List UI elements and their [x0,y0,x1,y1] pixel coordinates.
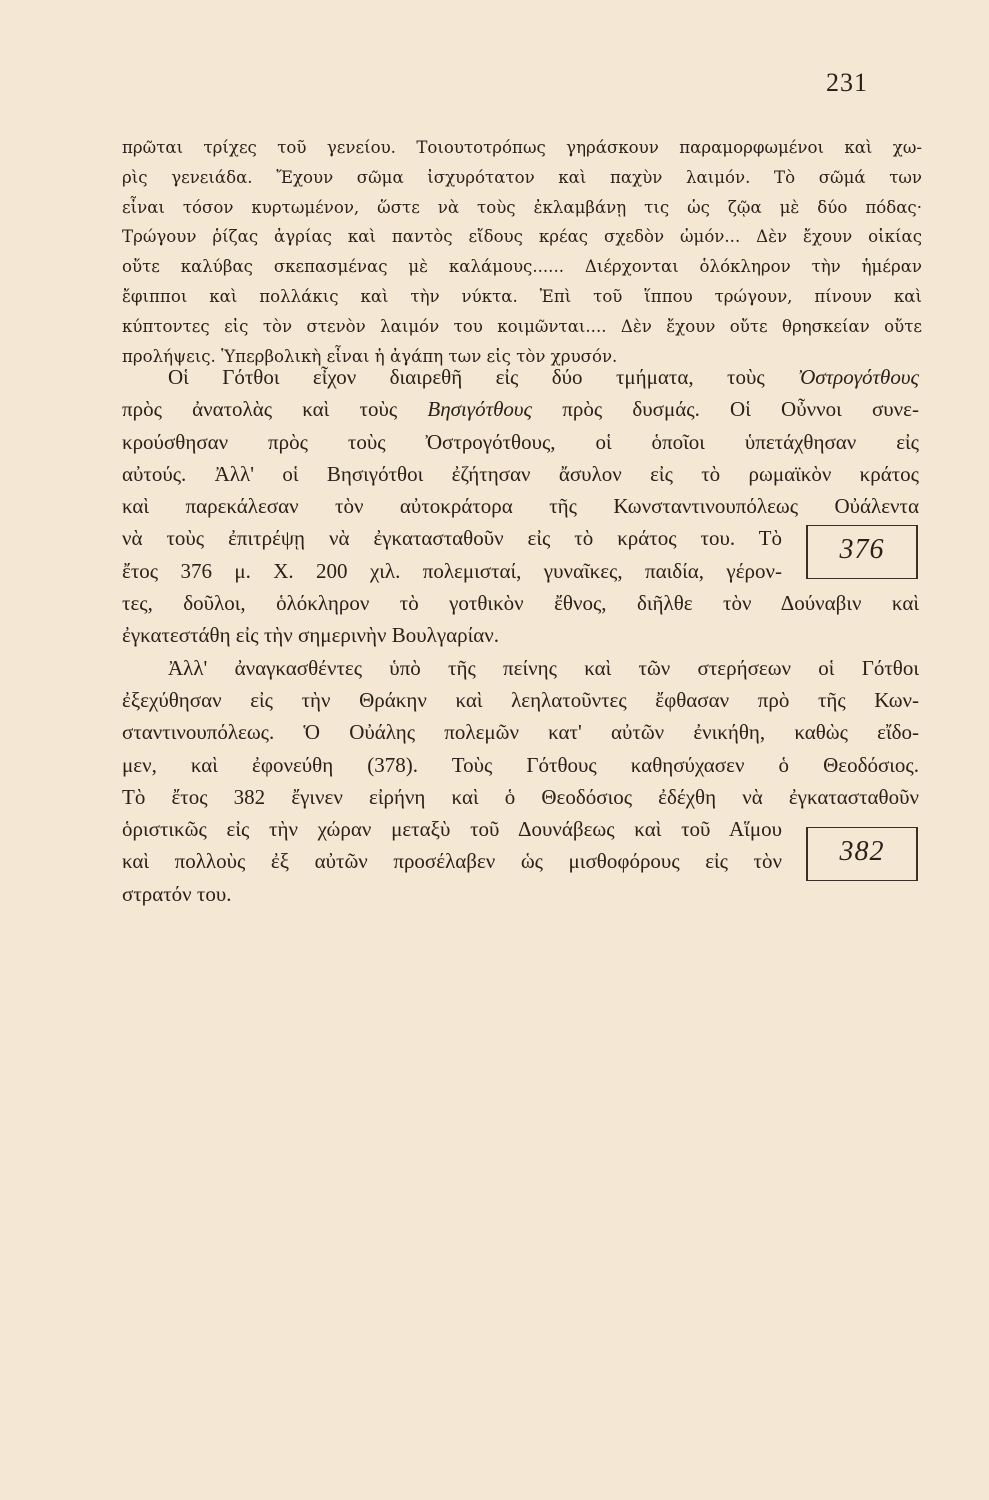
margin-note-year: 376 [839,534,885,565]
paragraph-2-line: ἐξεχύθησαν εἰς τὴν Θράκην καὶ λεηλατοῦντες ἔφθασαν πρὸ τῆς Κων- [122,687,919,712]
footnote-line: ρὶς γενειάδα. Ἔχουν σῶμα ἰσχυρότατον καὶ παχὺν λαιμόν. Τὸ σῶμά των [122,167,922,187]
footnote-line: οὔτε καλύβας σκεπασμένας μὲ καλάμους...... Διέρχονται ὁλόκληρον τὴν ἡμέραν [122,257,922,277]
paragraph-2-line: μεν, καὶ ἐφονεύθη (378). Τοὺς Γότθους καθησύχασεν ὁ Θεοδόσιος. [122,752,919,777]
footnote-block [122,133,922,371]
paragraph-1-line: καὶ παρεκάλεσαν τὸν αὐτοκράτορα τῆς Κωνσταντινουπόλεως Οὐάλεντα [122,494,919,519]
body-text [122,361,919,910]
visigoths-term: Βησιγότθους [427,397,533,422]
margin-note-382 [806,827,918,881]
footnote-line: πρῶται τρίχες τοῦ γενείου. Τοιουτοτρόπως γηράσκουν παραμορφωμένοι καὶ χω- [122,138,922,157]
paragraph-2-line: καὶ πολλοὺς ἐξ αὐτῶν προσέλαβεν ὡς μισθοφόρους εἰς τὸν [122,849,782,874]
text-run: Οἱ Γότθοι εἶχον διαιρεθῆ εἰς δύο τμήματα, τοὺς [168,365,799,389]
footnote-line: προλήψεις. Ὑπερβολικὴ εἶναι ἡ ἀγάπη των εἰς τὸν χρυσόν. [122,346,618,366]
footnote-line: εἶναι τόσον κυρτωμένον, ὥστε νὰ τοὺς ἐκλαμβάνῃ τις ὡς ζῷα μὲ δύο πόδας· [122,197,922,217]
paragraph-1-line: αὐτούς. Ἀλλ' οἱ Βησιγότθοι ἐζήτησαν ἄσυλον εἰς τὸ ρωμαϊκὸν κράτος [122,461,919,486]
paragraph-1-line: κρούσθησαν πρὸς τοὺς Ὀστρογότθους, οἱ ὁποῖοι ὑπετάχθησαν εἰς [122,429,919,454]
margin-note-376 [806,525,918,579]
paragraph-2-line: Ἀλλ' ἀναγκασθέντες ὑπὸ τῆς πείνης καὶ τῶν στερήσεων οἱ Γότθοι [168,655,919,680]
paragraph-2-line: ὁριστικῶς εἰς τὴν χώραν μεταξὺ τοῦ Δουνάβεως καὶ τοῦ Αἵμου [122,817,782,842]
paragraph-1-line: τες, δοῦλοι, ὁλόκληρον τὸ γοτθικὸν ἔθνος, διῆλθε τὸν Δούναβιν καὶ [122,591,919,616]
paragraph-2-line: σταντινουπόλεως. Ὁ Οὐάλης πολεμῶν κατ' αὐτῶν ἐνικήθη, καθὼς εἴδο- [122,720,919,745]
paragraph-1-line: ἐγκατεστάθη εἰς τὴν σημερινὴν Βουλγαρίαν. [122,623,499,648]
paragraph-1-line [122,393,919,425]
footnote-line: κύπτοντες εἰς τὸν στενὸν λαιμόν του κοιμῶνται.... Δὲν ἔχουν οὔτε θρησκείαν οὔτε [122,316,922,336]
footnote-line: Τρώγουν ῥίζας ἀγρίας καὶ παντὸς εἴδους κρέας σχεδὸν ὠμόν... Δὲν ἔχουν οἰκίας [122,227,922,247]
footnote-line: ἔφιπποι καὶ πολλάκις καὶ τὴν νύκτα. Ἐπὶ τοῦ ἵππου τρώγουν, πίνουν καὶ [122,286,922,306]
paragraph-2-line: στρατόν του. [122,881,232,906]
paragraph-1-line: νὰ τοὺς ἐπιτρέψῃ νὰ ἐγκατασταθοῦν εἰς τὸ κράτος του. Τὸ [122,526,782,551]
paragraph-1-line: ἔτος 376 μ. Χ. 200 χιλ. πολεμισταί, γυναῖκες, παιδία, γέρον- [122,558,782,583]
ostrogoths-term: Ὀστρογότθους [798,365,919,389]
text-run: πρὸς ἀνατολὰς καὶ τοὺς [122,397,428,422]
page-number: 231 [826,68,868,97]
margin-note-year: 382 [839,836,885,867]
text-run: πρὸς δυσμάς. Οἱ Οὖννοι συνε- [532,397,919,422]
paragraph-2-line: Τὸ ἔτος 382 ἔγινεν εἰρήνη καὶ ὁ Θεοδόσιος ἐδέχθη νὰ ἐγκατασταθοῦν [122,784,919,809]
paragraph-1-line [122,361,919,393]
